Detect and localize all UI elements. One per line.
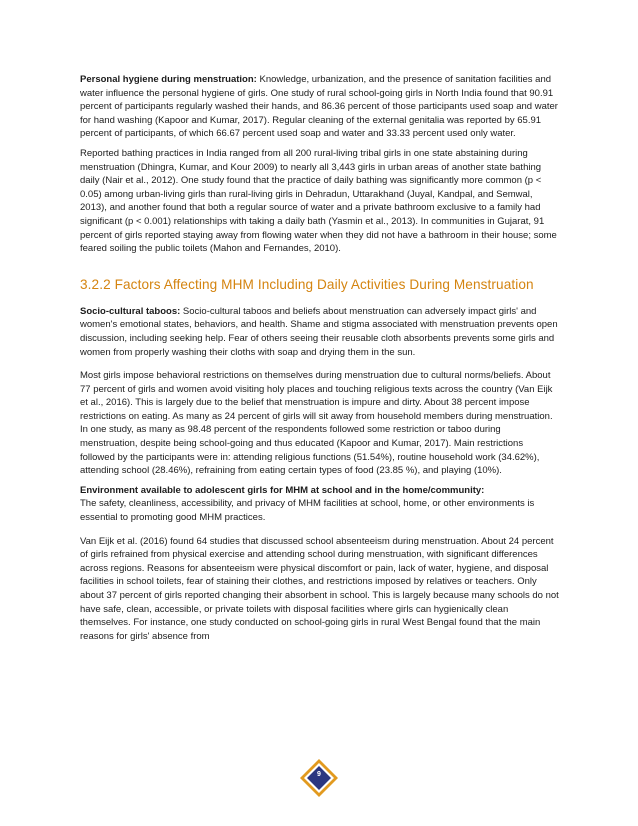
hygiene-paragraph xyxy=(80,73,560,141)
bathing-paragraph: Reported bathing practices in India ranged from all 200 rural-living tribal girls in one state abstaining during menstruation (Dhingra, Kumar, and Kour 2009) to nearly all 3,443 girls in urban areas of another state bathing daily (Nair et al., 2012). One study found that the practice of daily bathing was significantly more common (p < 0.05) among urban-living girls than rural-living girls in Dehradun, Uttarakhand (Juyal, Kandpal, and Semwal, 2013), and another found that both a regular source of water and a private bathroom exclusive to a family had significant (p < 0.001) relationships with taking a daily bath (Yasmin et al., 2013). In communities in Gujarat, 91 percent of girls reported staying away from flowing water when they did not have a bathroom in their house; some feared soiling the public toilets (Mahon and Fernandes, 2010). xyxy=(80,147,557,255)
hygiene-lead: Personal hygiene during menstruation: xyxy=(80,74,257,85)
page-footer xyxy=(298,757,340,799)
hygiene-body: Knowledge, urbanization, and the presence of sanitation facilities and water influence the personal hygiene of girls. One study of rural school-going girls in North India found that 90.91 percent of participants regularly washed their hands, and 86.36 percent of those participants used soap and water for hand washing (Kapoor and Kumar, 2017). Regular cleaning of the external genitalia was reported by 65.91 percent of participants, of which 66.67 percent used soap and water and 33.33 percent used only water. xyxy=(80,74,558,140)
page-content xyxy=(80,73,560,643)
taboos-body: Socio-cultural taboos and beliefs about menstruation can adversely impact girls' and women's emotional states, behaviors, and health. Shame and stigma associated with menstruation prevents open discussion, including seeking help. Fear of others seeing their reusable cloth absorbents prevents some girls and women from properly washing their cloths with soap and drying them in the sun. xyxy=(80,305,558,358)
environment-body: The safety, cleanliness, accessibility, and privacy of MHM facilities at school, home, or other environments is essential to promoting good MHM practices. xyxy=(80,498,535,524)
environment-lead: Environment available to adolescent girls for MHM at school and in the home/community: xyxy=(80,484,485,496)
restrictions-paragraph: Most girls impose behavioral restrictions on themselves during menstruation due to cultural norms/beliefs. About 77 percent of girls and women avoid visiting holy places and touching religious texts across the country (Van Eijk et al., 2016). This is largely due to the belief that menstruation is impure and dirty. About 38 percent impose restrictions on eating. As many as 24 percent of girls will sit away from household members during menstruation. In one study, as many as 98.48 percent of the respondents followed some restriction or taboo during menstruation, despite being school-going and thus educated (Kapoor and Kumar, 2017). Main restrictions followed by the participants were in: attending religious functions (51.54%), routine household work (34.62%), attending school (28.46%), refraining from eating certain types of food (23.85 %), and playing (10%). xyxy=(80,370,553,477)
page-number: 9 xyxy=(317,771,321,778)
page-badge-icon xyxy=(298,757,340,799)
section-heading: 3.2.2 Factors Affecting MHM Including Daily Activities During Menstruation xyxy=(80,276,534,292)
taboos-paragraph xyxy=(80,305,560,359)
absenteeism-paragraph: Van Eijk et al. (2016) found 64 studies that discussed school absenteeism during menstruation. About 24 percent of girls refrained from physical exercise and attending school during menstruation, with significant differences across regions. Reasons for absenteeism were physical discomfort or pain, lack of water, hygiene, and disposal facilities in school toilets, fear of staining their clothes, and restrictions imposed by relatives or teachers. Only about 37 percent of girls reported changing their absorbent in school. This is largely because many schools do not have safe, clean, accessible, or private toilets with disposal facilities where girls can hygienically clean themselves. For instance, one study conducted on school-going girls in rural West Bengal found that the main reasons for girls' absence from xyxy=(80,535,559,642)
environment-paragraph xyxy=(80,484,560,525)
taboos-lead: Socio-cultural taboos: xyxy=(80,305,181,317)
